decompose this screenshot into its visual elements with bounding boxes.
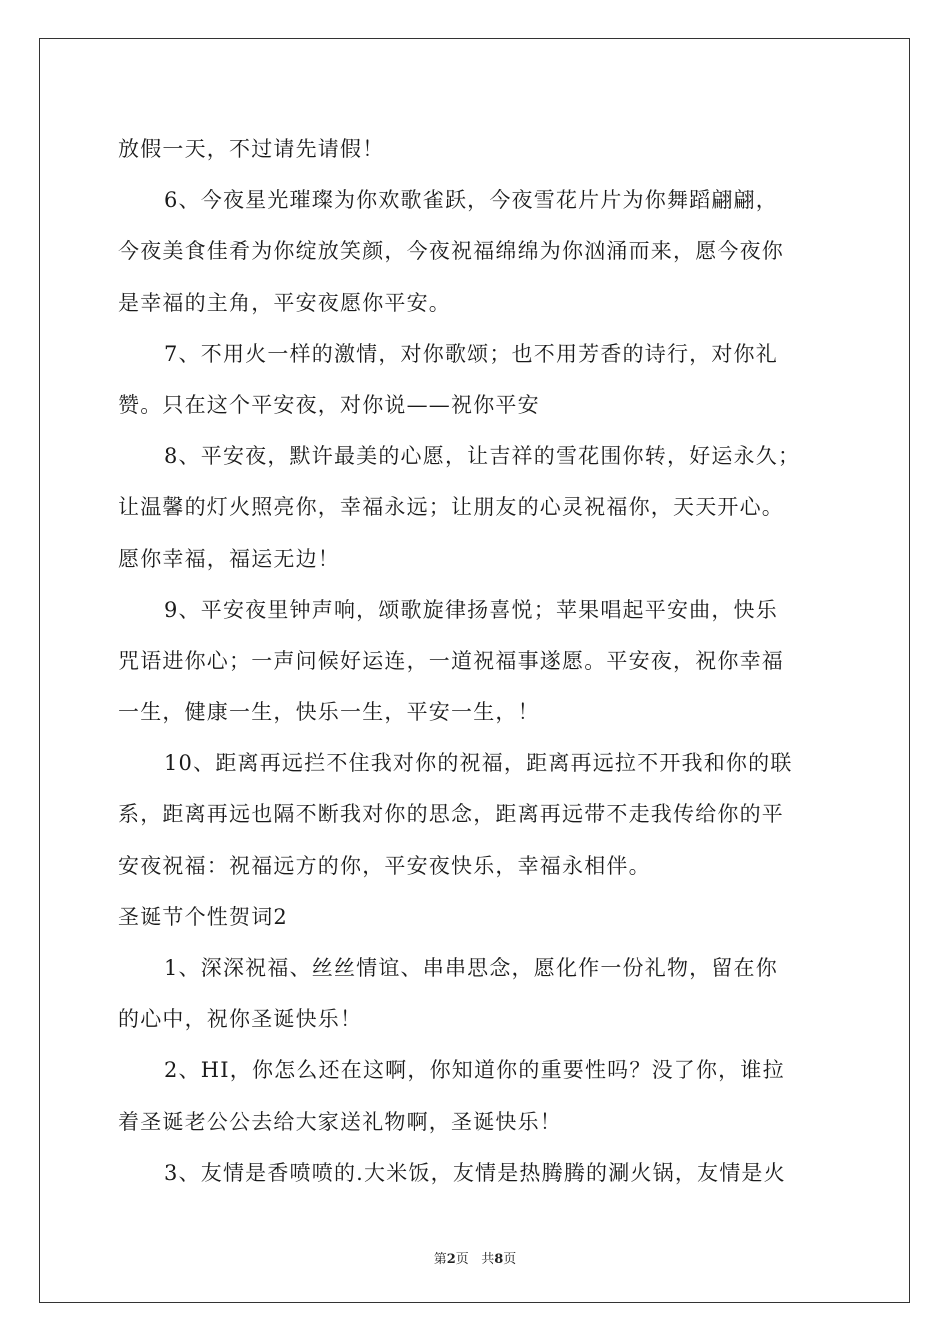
page-number-prefix: 第 — [433, 1252, 447, 1267]
text-line: 系，距离再远也隔不断我对你的思念，距离再远带不走我传给你的平 — [118, 802, 784, 827]
text-line: 安夜祝福：祝福远方的你，平安夜快乐，幸福永相伴。 — [118, 853, 651, 878]
page-footer — [0, 1248, 950, 1267]
text-line: 是幸福的主角，平安夜愿你平安。 — [118, 290, 451, 315]
current-page-number: 2 — [446, 1252, 456, 1267]
text-line: 愿你幸福，福运无边！ — [118, 546, 340, 571]
text-line: 着圣诞老公公去给大家送礼物啊，圣诞快乐！ — [118, 1109, 562, 1134]
page-number-suffix: 页 — [455, 1252, 469, 1267]
text-line: 的心中，祝你圣诞快乐！ — [118, 1007, 363, 1032]
text-line: 9、平安夜里钟声响，颂歌旋律扬喜悦；苹果唱起平安曲，快乐 — [164, 597, 778, 622]
text-line: 2、HI，你怎么还在这啊，你知道你的重要性吗？没了你，谁拉 — [164, 1058, 785, 1083]
section-heading: 圣诞节个性贺词2 — [118, 904, 288, 929]
total-page-count: 8 — [494, 1252, 504, 1267]
text-line: 6、今夜星光璀璨为你欢歌雀跃，今夜雪花片片为你舞蹈翩翩， — [164, 188, 778, 213]
document-body — [118, 124, 838, 1199]
total-pages-suffix: 页 — [503, 1252, 517, 1267]
text-line: 让温馨的灯火照亮你，幸福永远；让朋友的心灵祝福你，天天开心。 — [118, 495, 784, 520]
text-line: 1、深深祝福、丝丝情谊、串串思念，愿化作一份礼物，留在你 — [164, 956, 778, 980]
text-line: 10、距离再远拦不住我对你的祝福，距离再远拉不开我和你的联 — [164, 751, 793, 776]
text-line: 8、平安夜，默许最美的心愿，让吉祥的雪花围你转，好运永久； — [164, 444, 801, 469]
text-line: 7、不用火一样的激情，对你歌颂；也不用芳香的诗行，对你礼 — [164, 341, 778, 366]
text-line: 一生，健康一生，快乐一生，平安一生，！ — [118, 700, 540, 725]
text-line: 咒语进你心；一声问候好运连，一道祝福事遂愿。平安夜，祝你幸福 — [118, 648, 784, 673]
text-line: 放假一天，不过请先请假！ — [118, 137, 385, 161]
text-line: 赞。只在这个平安夜，对你说——祝你平安 — [118, 392, 540, 417]
text-line: 今夜美食佳肴为你绽放笑颜，今夜祝福绵绵为你汹涌而来，愿今夜你 — [118, 239, 784, 264]
total-pages-prefix: 共 — [481, 1252, 495, 1267]
text-line: 3、友情是香喷喷的.大米饭，友情是热腾腾的涮火锅，友情是火 — [164, 1160, 786, 1185]
